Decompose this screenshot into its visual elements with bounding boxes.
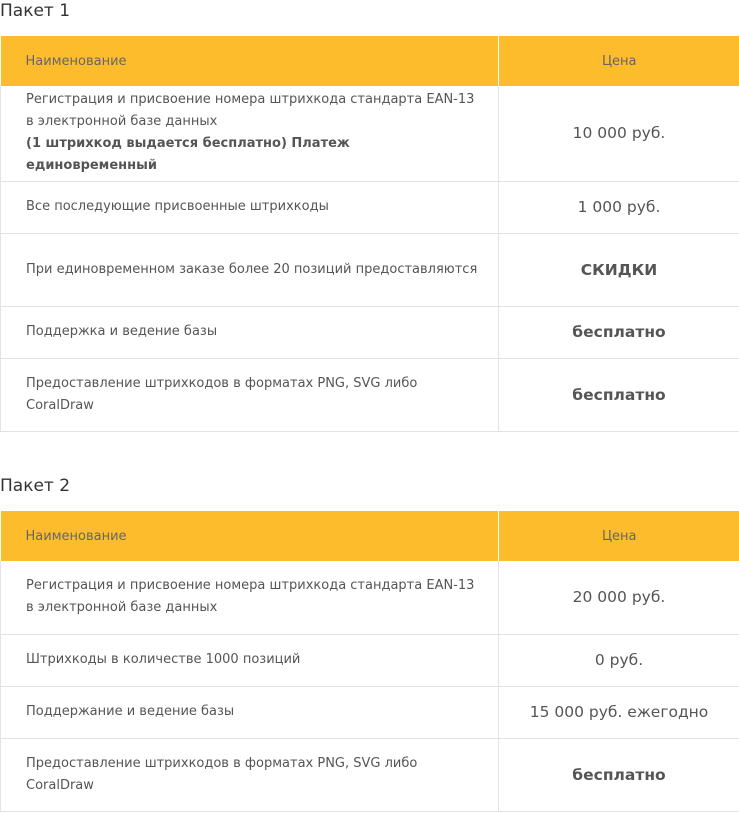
package-1-price-table (0, 36, 739, 432)
row-name: Поддержание и ведение базы (1, 686, 499, 738)
table-row (1, 738, 739, 811)
row-price: 20 000 руб. (499, 561, 739, 634)
row-name: Штрихкоды в количестве 1000 позиций (1, 634, 499, 686)
table-header-row (1, 511, 739, 561)
row-name: Поддержка и ведение базы (1, 306, 499, 358)
row-price: 15 000 руб. ежегодно (499, 686, 739, 738)
row-price: 10 000 руб. (499, 86, 739, 181)
row-name: Регистрация и присвоение номера штрихкода стандарта EAN-13 в электронной базе данных (26, 92, 475, 130)
column-header-name: Наименование (1, 511, 499, 561)
package-2-title: Пакет 2 (0, 476, 71, 496)
package-1-title: Пакет 1 (0, 1, 71, 21)
row-name-cell (1, 86, 499, 181)
row-price: СКИДКИ (499, 233, 739, 306)
row-name: Все последующие присвоенные штрихкоды (1, 181, 499, 233)
table-row (1, 86, 739, 181)
table-row (1, 561, 739, 634)
row-name: Предоставление штрихкодов в форматах PNG, SVG либо CoralDraw (1, 358, 499, 431)
table-row (1, 181, 739, 233)
row-price: 1 000 руб. (499, 181, 739, 233)
column-header-price: Цена (499, 511, 739, 561)
table-row (1, 634, 739, 686)
row-name: При единовременном заказе более 20 позиций предоставляются (1, 233, 499, 306)
package-2-price-table (0, 511, 739, 812)
row-name: Предоставление штрихкодов в форматах PNG, SVG либо CoralDraw (1, 738, 499, 811)
table-row (1, 358, 739, 431)
column-header-price: Цена (499, 36, 739, 86)
row-note: (1 штрихкод выдается бесплатно) Платеж единовременный (26, 136, 350, 174)
table-row (1, 233, 739, 306)
row-price: бесплатно (499, 358, 739, 431)
table-row (1, 686, 739, 738)
column-header-name: Наименование (1, 36, 499, 86)
row-name: Регистрация и присвоение номера штрихкода стандарта EAN-13 в электронной базе данных (1, 561, 499, 634)
table-header-row (1, 36, 739, 86)
table-row (1, 306, 739, 358)
row-price: бесплатно (499, 306, 739, 358)
row-price: бесплатно (499, 738, 739, 811)
row-price: 0 руб. (499, 634, 739, 686)
